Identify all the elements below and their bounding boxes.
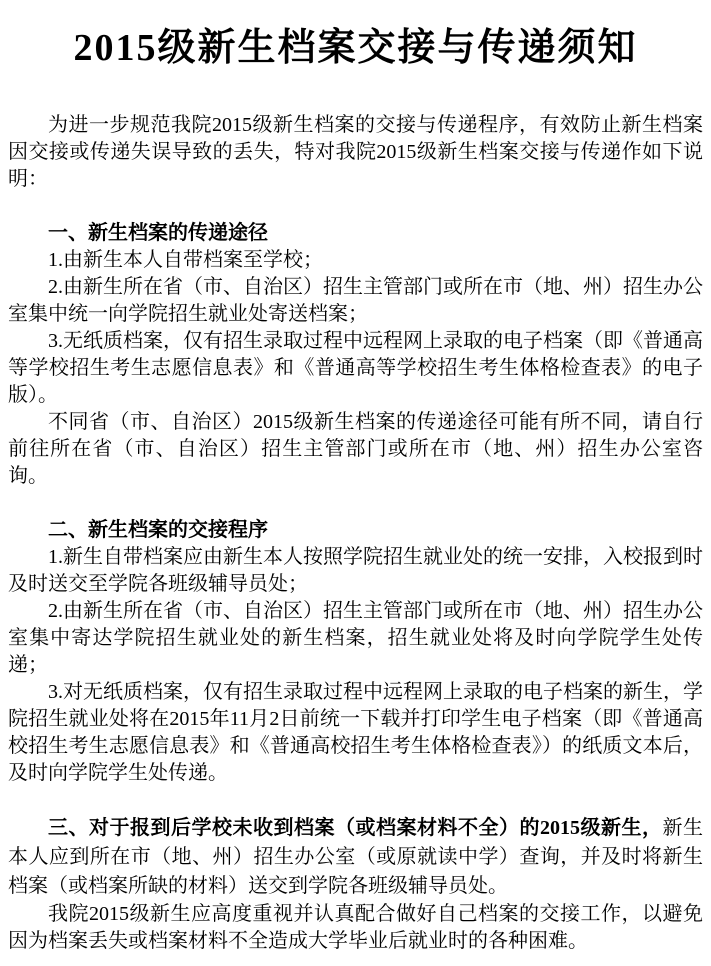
section-3-rest-text: 新生本人应到所在市（地、州）招生办公室（或原就读中学）查询，并及时将新生档案（或档案所缺的材料）送交到学院各班级辅导员处。 [8, 817, 703, 897]
closing-paragraph: 我院2015级新生应高度重视并认真配合做好自己档案的交接工作，以避免因为档案丢失或档案材料不全造成大学毕业后就业时的各种困难。 [8, 903, 703, 952]
section-3-bold-lead: 三、对于报到后学校未收到档案（或档案材料不全）的2015级新生， [48, 817, 663, 839]
section-1-item-2: 2.由新生所在省（市、自治区）招生主管部门或所在市（地、州）招生办公室集中统一向学院招生就业处寄送档案； [8, 276, 703, 325]
section-2-item-1: 1.新生自带档案应由新生本人按照学院招生就业处的统一安排，入校报到时及时送交至学院各班级辅导员处； [8, 546, 703, 595]
section-3-paragraph [8, 814, 703, 901]
intro-paragraph: 为进一步规范我院2015级新生档案的交接与传递程序，有效防止新生档案因交接或传递失误导致的丢失，特对我院2015级新生档案交接与传递作如下说明： [8, 114, 703, 190]
section-2-heading: 二、新生档案的交接程序 [48, 519, 268, 541]
section-1-note-paragraph: 不同省（市、自治区）2015级新生档案的传递途径可能有所不同，请自行前往所在省（市、自治区）招生主管部门或所在市（地、州）招生办公室咨询。 [8, 411, 703, 487]
section-2-item-3: 3.对无纸质档案，仅有招生录取过程中远程网上录取的电子档案的新生，学院招生就业处将在2015年11月2日前统一下载并打印学生电子档案（即《普通高校招生考生志愿信息表》和《普通高校招生考生体格检查表》）的纸质文本后，及时向学院学生处传递。 [8, 681, 703, 784]
section-1-item-1: 1.由新生本人自带档案至学校； [48, 249, 323, 271]
document-title: 2015级新生档案交接与传递须知 [73, 27, 638, 69]
section-1-item-3: 3.无纸质档案，仅有招生录取过程中远程网上录取的电子档案（即《普通高等学校招生考生志愿信息表》和《普通高等学校招生考生体格检查表》的电子版）。 [8, 330, 703, 406]
section-2-item-2: 2.由新生所在省（市、自治区）招生主管部门或所在市（地、州）招生办公室集中寄达学院招生就业处的新生档案，招生就业处将及时向学院学生处传递； [8, 600, 703, 676]
section-1-heading: 一、新生档案的传递途径 [48, 222, 268, 244]
